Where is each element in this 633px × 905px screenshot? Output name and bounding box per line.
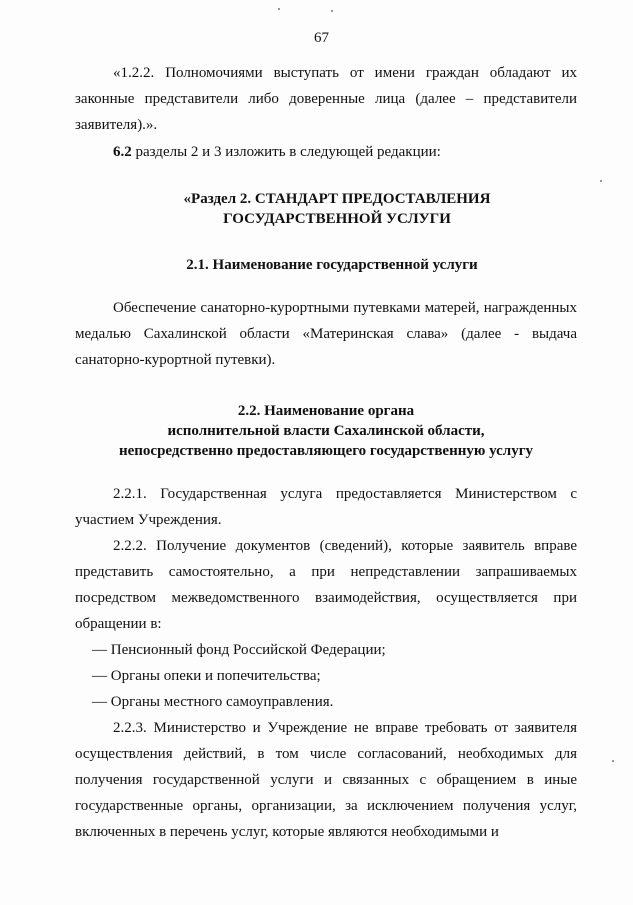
- section-2-title-line2: ГОСУДАРСТВЕННОЙ УСЛУГИ: [223, 211, 451, 227]
- section-2-title: [75, 189, 577, 229]
- scan-speck: [600, 180, 602, 182]
- subsection-2-2-title-line1: 2.2. Наименование органа: [237, 403, 415, 419]
- scan-speck: [278, 8, 280, 10]
- list-item: — Органы опеки и попечительства;: [92, 668, 321, 684]
- list-item: — Пенсионный фонд Российской Федерации;: [92, 642, 386, 658]
- paragraph-6-2-number: 6.2: [113, 144, 132, 160]
- paragraph-2-2-1: 2.2.1. Государственная услуга предоставляется Министерством с участием Учреждения.: [75, 486, 577, 528]
- section-2-title-line1: «Раздел 2. СТАНДАРТ ПРЕДОСТАВЛЕНИЯ: [183, 191, 491, 207]
- paragraph-6-2: [75, 139, 577, 165]
- paragraph-6-2-text: разделы 2 и 3 изложить в следующей редакции:: [131, 144, 441, 160]
- list-item: — Органы местного самоуправления.: [92, 694, 334, 710]
- document-body: [75, 60, 577, 845]
- subsection-2-2-title-line3: непосредственно предоставляющего государственную услугу: [118, 443, 534, 459]
- paragraph-2-1-body: Обеспечение санаторно-курортными путевками матерей, награжденных медалью Сахалинской области «Материнская слава» (далее - выдача санаторно-курортной путевки).: [75, 300, 577, 368]
- paragraph-2-2-2: 2.2.2. Получение документов (сведений), которые заявитель вправе представить самостоятельно, а при непредставлении запрашиваемых посредством межведомственного взаимодействия, осуществляется при обращении в:: [75, 538, 577, 632]
- scan-speck: [331, 10, 333, 12]
- scan-speck: [612, 760, 614, 762]
- subsection-2-2-title: [75, 401, 577, 461]
- subsection-2-1-title: 2.1. Наименование государственной услуги: [186, 257, 478, 273]
- page-number: 67: [314, 30, 329, 46]
- subsection-2-2-title-line2: исполнительной власти Сахалинской области,: [167, 423, 485, 439]
- paragraph-2-2-3: 2.2.3. Министерство и Учреждение не вправе требовать от заявителя осуществления действий, в том числе согласований, необходимых для получения государственной услуги и связанных с обращением в иные государственные органы, организации, за исключением получения услуг, включенных в перечень услуг, которые являются необходимыми и: [75, 720, 577, 840]
- paragraph-1-2-2: «1.2.2. Полномочиями выступать от имени граждан обладают их законные представители либо доверенные лица (далее – представители заявителя).».: [75, 65, 577, 133]
